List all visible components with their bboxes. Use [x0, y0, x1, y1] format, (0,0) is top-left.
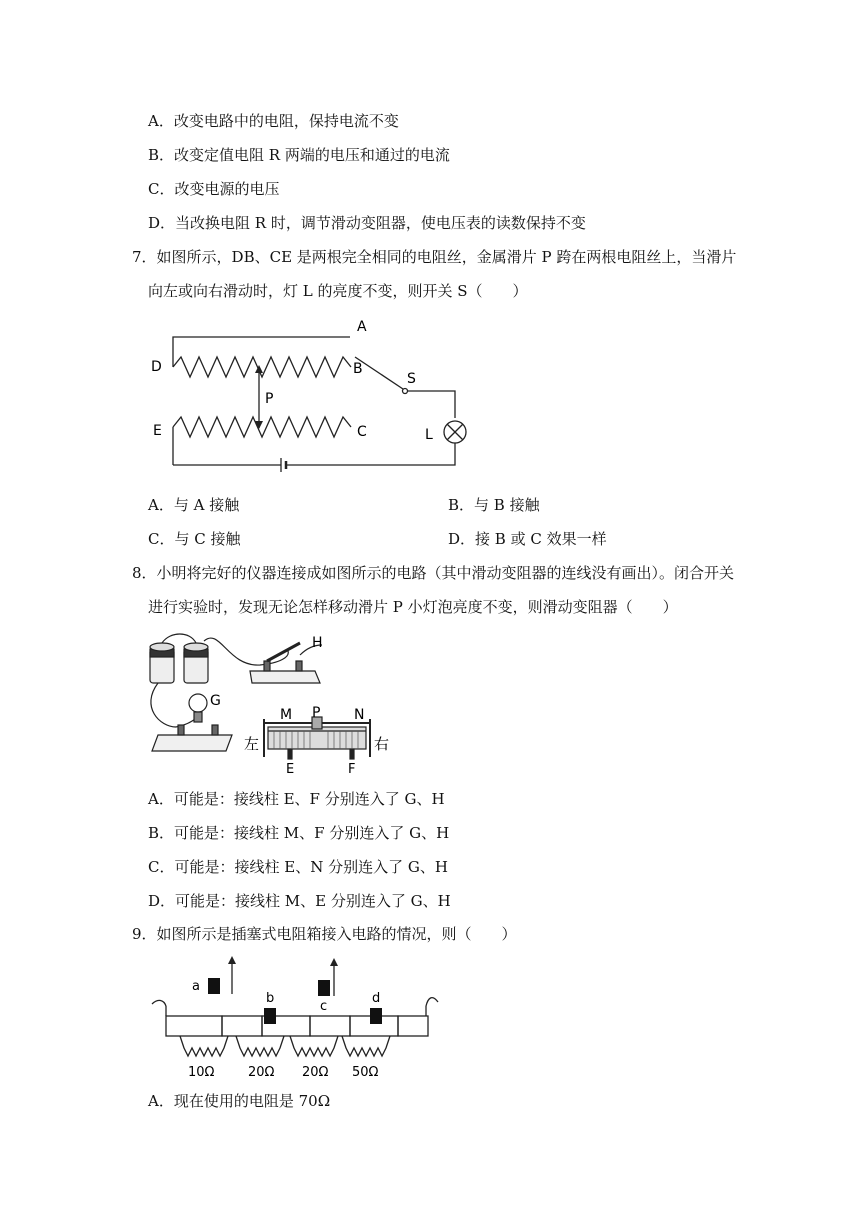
q7-label-a: A — [357, 319, 367, 335]
q6-option-c: C．改变电源的电压 — [148, 180, 280, 198]
q9-plug-b — [264, 1008, 276, 1024]
q8-option-b: B．可能是：接线柱 M、F 分别连入了 G、H — [148, 824, 450, 842]
q7-stem-line1: 7．如图所示，DB、CE 是两根完全相同的电阻丝，金属滑片 P 跨在两根电阻丝上，当滑片 — [132, 248, 737, 266]
q8-label-m: M — [280, 707, 293, 723]
q9-label-b: b — [266, 991, 275, 1006]
q7-label-c: C — [357, 424, 367, 440]
q9-resistor-3: 20Ω — [302, 1065, 329, 1080]
q7-label-s: S — [407, 371, 416, 387]
q7-option-c: C．与 C 接触 — [148, 530, 241, 548]
q9-label-d: d — [372, 991, 381, 1006]
q9-resistance-box-figure — [150, 952, 450, 1082]
q9-label-c: c — [320, 999, 328, 1014]
q7-option-a: A．与 A 接触 — [148, 496, 240, 514]
q7-label-p: P — [265, 391, 274, 407]
q8-apparatus-figure — [140, 627, 400, 777]
q7-option-d: D．接 B 或 C 效果一样 — [448, 530, 607, 548]
q9-plug-d — [370, 1008, 382, 1024]
q9-resistor-1: 10Ω — [188, 1065, 215, 1080]
q8-label-h: H — [312, 635, 323, 651]
q9-resistor-2: 20Ω — [248, 1065, 275, 1080]
q7-label-e: E — [153, 423, 162, 439]
q6-option-b: B．改变定值电阻 R 两端的电压和通过的电流 — [148, 146, 450, 164]
q8-option-d: D．可能是：接线柱 M、E 分别连入了 G、H — [148, 892, 451, 910]
q8-option-c: C．可能是：接线柱 E、N 分别连入了 G、H — [148, 858, 448, 876]
q6-option-d: D．当改换电阻 R 时，调节滑动变阻器，使电压表的读数保持不变 — [148, 214, 586, 232]
q8-option-a: A．可能是：接线柱 E、F 分别连入了 G、H — [148, 790, 445, 808]
q8-label-g: G — [210, 693, 221, 709]
q7-stem-line2: 向左或向右滑动时，灯 L 的亮度不变，则开关 S（ ） — [148, 282, 528, 300]
q8-label-left: 左 — [244, 735, 260, 753]
q8-label-n: N — [354, 707, 365, 723]
q9-stem: 9．如图所示是插塞式电阻箱接入电路的情况，则（ ） — [132, 925, 517, 943]
q9-resistor-4: 50Ω — [352, 1065, 379, 1080]
q6-option-a: A．改变电路中的电阻，保持电流不变 — [148, 112, 399, 130]
q8-label-right: 右 — [374, 735, 390, 753]
q7-label-d: D — [151, 359, 162, 375]
q8-label-e: E — [286, 762, 295, 777]
q8-stem-line1: 8．小明将完好的仪器连接成如图所示的电路（其中滑动变阻器的连线没有画出）。闭合开关 — [132, 564, 735, 582]
q9-label-a: a — [192, 979, 200, 994]
q9-plug-c — [318, 980, 330, 996]
q7-option-b: B．与 B 接触 — [448, 496, 540, 514]
q8-label-f: F — [348, 762, 356, 777]
q9-option-a: A．现在使用的电阻是 70Ω — [148, 1092, 331, 1110]
q7-circuit-figure — [145, 315, 480, 475]
q7-label-b: B — [353, 361, 363, 377]
q7-label-l: L — [425, 427, 433, 443]
q9-plug-a — [208, 978, 220, 994]
q8-stem-line2: 进行实验时，发现无论怎样移动滑片 P 小灯泡亮度不变，则滑动变阻器（ ） — [148, 598, 678, 616]
q8-label-p: P — [312, 705, 321, 721]
